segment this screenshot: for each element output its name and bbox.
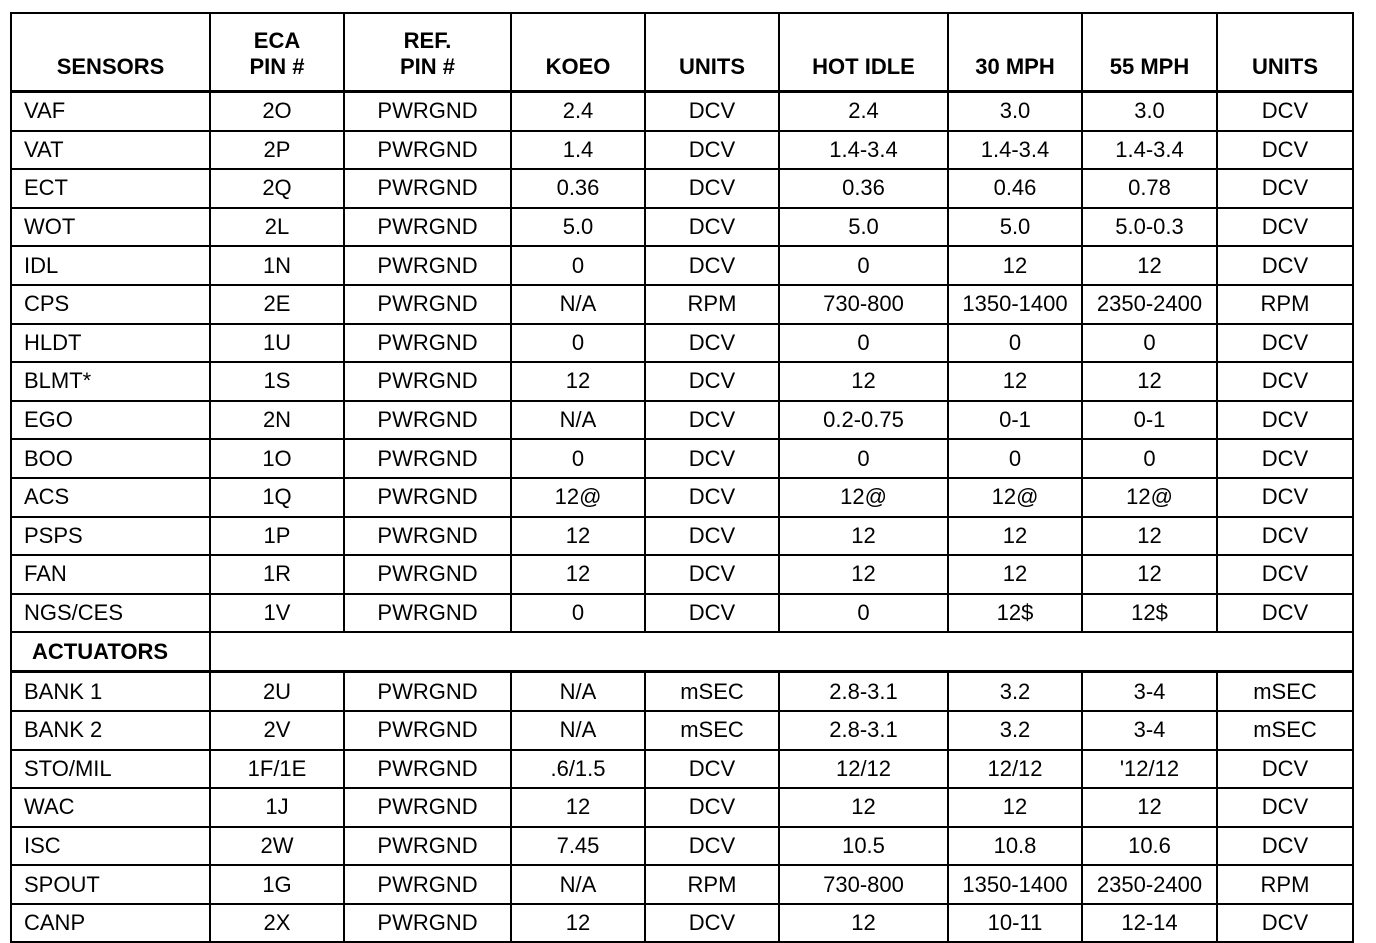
cell-units: DCV <box>645 827 779 866</box>
cell-mph55: 12$ <box>1082 594 1217 633</box>
cell-mph30: 12@ <box>948 478 1082 517</box>
cell-mph30: 12 <box>948 246 1082 285</box>
cell-ref-pin: PWRGND <box>344 92 511 131</box>
cell-hot-idle: 10.5 <box>779 827 948 866</box>
cell-eca-pin: 2P <box>210 131 344 170</box>
cell-mph30: 10-11 <box>948 904 1082 943</box>
cell-mph30: 12 <box>948 517 1082 556</box>
table-row <box>11 517 1353 556</box>
table-row <box>11 827 1353 866</box>
cell-eca-pin: 1V <box>210 594 344 633</box>
ref-line1: REF. <box>403 28 452 53</box>
cell-koeo: 5.0 <box>511 208 645 247</box>
cell-mph55: 12 <box>1082 555 1217 594</box>
cell-hot-idle: 12 <box>779 555 948 594</box>
cell-units: DCV <box>645 362 779 401</box>
cell-koeo: 12 <box>511 555 645 594</box>
actuators-label: ACTUATORS <box>11 632 210 672</box>
cell-hot-idle: 0.36 <box>779 169 948 208</box>
cell-ref-pin: PWRGND <box>344 208 511 247</box>
cell-units-2: RPM <box>1217 285 1353 324</box>
cell-mph55: 5.0-0.3 <box>1082 208 1217 247</box>
cell-name: EGO <box>11 401 210 440</box>
cell-name: VAT <box>11 131 210 170</box>
cell-ref-pin: PWRGND <box>344 131 511 170</box>
cell-units: DCV <box>645 324 779 363</box>
table-row <box>11 594 1353 633</box>
cell-eca-pin: 2X <box>210 904 344 943</box>
cell-eca-pin: 1R <box>210 555 344 594</box>
cell-koeo: 12 <box>511 788 645 827</box>
cell-ref-pin: PWRGND <box>344 362 511 401</box>
cell-units: DCV <box>645 517 779 556</box>
cell-ref-pin: PWRGND <box>344 865 511 904</box>
cell-units: DCV <box>645 478 779 517</box>
cell-ref-pin: PWRGND <box>344 285 511 324</box>
cell-hot-idle: 12 <box>779 904 948 943</box>
table-row <box>11 246 1353 285</box>
cell-mph55: '12/12 <box>1082 750 1217 789</box>
cell-mph30: 12 <box>948 555 1082 594</box>
cell-units-2: DCV <box>1217 362 1353 401</box>
cell-ref-pin: PWRGND <box>344 788 511 827</box>
cell-mph55: 2350-2400 <box>1082 865 1217 904</box>
section-blank <box>210 632 1353 672</box>
cell-eca-pin: 2E <box>210 285 344 324</box>
table-row <box>11 439 1353 478</box>
cell-units: DCV <box>645 169 779 208</box>
cell-mph30: 1.4-3.4 <box>948 131 1082 170</box>
cell-ref-pin: PWRGND <box>344 169 511 208</box>
col-header-55mph: 55 MPH <box>1082 13 1217 92</box>
cell-koeo: .6/1.5 <box>511 750 645 789</box>
cell-name: HLDT <box>11 324 210 363</box>
cell-eca-pin: 1P <box>210 517 344 556</box>
cell-name: WAC <box>11 788 210 827</box>
cell-units-2: DCV <box>1217 555 1353 594</box>
cell-hot-idle: 5.0 <box>779 208 948 247</box>
cell-mph55: 3-4 <box>1082 711 1217 750</box>
cell-units-2: DCV <box>1217 324 1353 363</box>
cell-ref-pin: PWRGND <box>344 750 511 789</box>
cell-eca-pin: 2W <box>210 827 344 866</box>
cell-hot-idle: 2.4 <box>779 92 948 131</box>
cell-eca-pin: 1G <box>210 865 344 904</box>
cell-koeo: N/A <box>511 865 645 904</box>
cell-hot-idle: 2.8-3.1 <box>779 711 948 750</box>
table-row <box>11 92 1353 131</box>
cell-ref-pin: PWRGND <box>344 711 511 750</box>
cell-hot-idle: 0 <box>779 594 948 633</box>
cell-mph30: 3.2 <box>948 711 1082 750</box>
cell-koeo: 2.4 <box>511 92 645 131</box>
actuators-section <box>11 632 1353 672</box>
cell-units-2: DCV <box>1217 750 1353 789</box>
cell-eca-pin: 2Q <box>210 169 344 208</box>
cell-units: DCV <box>645 401 779 440</box>
table-row <box>11 904 1353 943</box>
cell-mph55: 12-14 <box>1082 904 1217 943</box>
cell-hot-idle: 12/12 <box>779 750 948 789</box>
cell-mph30: 12/12 <box>948 750 1082 789</box>
cell-eca-pin: 2U <box>210 672 344 711</box>
col-header-ref-pin <box>344 13 511 92</box>
cell-units-2: mSEC <box>1217 672 1353 711</box>
cell-mph55: 12 <box>1082 788 1217 827</box>
actuators-section-row <box>11 632 1353 672</box>
cell-koeo: N/A <box>511 711 645 750</box>
cell-mph30: 1350-1400 <box>948 285 1082 324</box>
table-row <box>11 131 1353 170</box>
cell-mph30: 10.8 <box>948 827 1082 866</box>
cell-ref-pin: PWRGND <box>344 324 511 363</box>
cell-mph30: 12 <box>948 788 1082 827</box>
cell-mph55: 3.0 <box>1082 92 1217 131</box>
cell-hot-idle: 12 <box>779 788 948 827</box>
cell-koeo: 0.36 <box>511 169 645 208</box>
cell-name: ISC <box>11 827 210 866</box>
cell-mph55: 1.4-3.4 <box>1082 131 1217 170</box>
cell-hot-idle: 730-800 <box>779 285 948 324</box>
cell-name: IDL <box>11 246 210 285</box>
cell-units-2: DCV <box>1217 208 1353 247</box>
cell-name: ECT <box>11 169 210 208</box>
cell-units: mSEC <box>645 672 779 711</box>
cell-ref-pin: PWRGND <box>344 555 511 594</box>
cell-mph30: 1350-1400 <box>948 865 1082 904</box>
cell-units-2: DCV <box>1217 517 1353 556</box>
cell-koeo: 12 <box>511 904 645 943</box>
cell-units-2: DCV <box>1217 92 1353 131</box>
cell-eca-pin: 1O <box>210 439 344 478</box>
cell-units-2: DCV <box>1217 478 1353 517</box>
cell-eca-pin: 1N <box>210 246 344 285</box>
table-row <box>11 865 1353 904</box>
cell-units: DCV <box>645 594 779 633</box>
cell-units-2: DCV <box>1217 594 1353 633</box>
cell-mph30: 3.2 <box>948 672 1082 711</box>
table-row <box>11 285 1353 324</box>
cell-mph30: 0 <box>948 324 1082 363</box>
cell-ref-pin: PWRGND <box>344 246 511 285</box>
cell-koeo: 0 <box>511 439 645 478</box>
table-row <box>11 672 1353 711</box>
table-row <box>11 208 1353 247</box>
cell-eca-pin: 1F/1E <box>210 750 344 789</box>
cell-units: DCV <box>645 131 779 170</box>
cell-mph55: 0-1 <box>1082 401 1217 440</box>
cell-units-2: mSEC <box>1217 711 1353 750</box>
cell-hot-idle: 730-800 <box>779 865 948 904</box>
ref-line2: PIN # <box>399 54 456 79</box>
cell-units: DCV <box>645 788 779 827</box>
cell-ref-pin: PWRGND <box>344 827 511 866</box>
cell-mph55: 2350-2400 <box>1082 285 1217 324</box>
col-header-30mph: 30 MPH <box>948 13 1082 92</box>
cell-hot-idle: 0.2-0.75 <box>779 401 948 440</box>
cell-mph30: 12$ <box>948 594 1082 633</box>
sensor-spec-table <box>10 12 1354 943</box>
cell-hot-idle: 12 <box>779 517 948 556</box>
table-row <box>11 324 1353 363</box>
cell-mph30: 12 <box>948 362 1082 401</box>
col-header-koeo: KOEO <box>511 13 645 92</box>
col-header-sensors: SENSORS <box>11 13 210 92</box>
cell-units-2: DCV <box>1217 246 1353 285</box>
cell-hot-idle: 2.8-3.1 <box>779 672 948 711</box>
cell-hot-idle: 12@ <box>779 478 948 517</box>
cell-koeo: 0 <box>511 324 645 363</box>
table-row <box>11 401 1353 440</box>
table-row <box>11 711 1353 750</box>
cell-ref-pin: PWRGND <box>344 904 511 943</box>
cell-eca-pin: 1S <box>210 362 344 401</box>
cell-koeo: 7.45 <box>511 827 645 866</box>
cell-units: DCV <box>645 246 779 285</box>
cell-name: ACS <box>11 478 210 517</box>
cell-ref-pin: PWRGND <box>344 401 511 440</box>
cell-name: VAF <box>11 92 210 131</box>
cell-units: DCV <box>645 904 779 943</box>
cell-koeo: 0 <box>511 246 645 285</box>
cell-koeo: 12@ <box>511 478 645 517</box>
cell-mph55: 0 <box>1082 439 1217 478</box>
cell-units: DCV <box>645 555 779 594</box>
cell-units-2: DCV <box>1217 169 1353 208</box>
cell-koeo: 12 <box>511 362 645 401</box>
cell-koeo: N/A <box>511 285 645 324</box>
cell-name: WOT <box>11 208 210 247</box>
col-header-units-2: UNITS <box>1217 13 1353 92</box>
cell-units-2: DCV <box>1217 131 1353 170</box>
cell-mph55: 12@ <box>1082 478 1217 517</box>
cell-hot-idle: 0 <box>779 324 948 363</box>
cell-name: BANK 2 <box>11 711 210 750</box>
cell-mph30: 0-1 <box>948 401 1082 440</box>
cell-mph55: 12 <box>1082 246 1217 285</box>
cell-units: mSEC <box>645 711 779 750</box>
table-row <box>11 750 1353 789</box>
cell-units: RPM <box>645 285 779 324</box>
cell-name: CANP <box>11 904 210 943</box>
cell-units: DCV <box>645 750 779 789</box>
table-row <box>11 788 1353 827</box>
col-header-units: UNITS <box>645 13 779 92</box>
cell-ref-pin: PWRGND <box>344 672 511 711</box>
col-header-hot-idle: HOT IDLE <box>779 13 948 92</box>
cell-koeo: N/A <box>511 672 645 711</box>
cell-hot-idle: 1.4-3.4 <box>779 131 948 170</box>
eca-line1: ECA <box>253 28 301 53</box>
cell-koeo: 1.4 <box>511 131 645 170</box>
cell-name: FAN <box>11 555 210 594</box>
cell-eca-pin: 2L <box>210 208 344 247</box>
cell-name: BANK 1 <box>11 672 210 711</box>
cell-ref-pin: PWRGND <box>344 478 511 517</box>
cell-name: NGS/CES <box>11 594 210 633</box>
cell-koeo: 0 <box>511 594 645 633</box>
actuators-body <box>11 672 1353 943</box>
eca-line2: PIN # <box>249 54 305 79</box>
cell-hot-idle: 12 <box>779 362 948 401</box>
table-row <box>11 169 1353 208</box>
cell-units-2: RPM <box>1217 865 1353 904</box>
cell-units-2: DCV <box>1217 788 1353 827</box>
cell-name: BLMT* <box>11 362 210 401</box>
cell-koeo: 12 <box>511 517 645 556</box>
cell-mph30: 5.0 <box>948 208 1082 247</box>
cell-units: DCV <box>645 92 779 131</box>
cell-name: CPS <box>11 285 210 324</box>
sensors-body <box>11 92 1353 633</box>
table-row <box>11 362 1353 401</box>
header-row <box>11 13 1353 92</box>
cell-name: STO/MIL <box>11 750 210 789</box>
cell-eca-pin: 1Q <box>210 478 344 517</box>
cell-mph55: 12 <box>1082 362 1217 401</box>
cell-koeo: N/A <box>511 401 645 440</box>
cell-mph55: 0.78 <box>1082 169 1217 208</box>
col-header-eca-pin <box>210 13 344 92</box>
cell-ref-pin: PWRGND <box>344 439 511 478</box>
cell-eca-pin: 2O <box>210 92 344 131</box>
cell-ref-pin: PWRGND <box>344 594 511 633</box>
cell-eca-pin: 2N <box>210 401 344 440</box>
cell-units: DCV <box>645 208 779 247</box>
cell-units-2: DCV <box>1217 401 1353 440</box>
cell-ref-pin: PWRGND <box>344 517 511 556</box>
table-row <box>11 555 1353 594</box>
cell-mph30: 3.0 <box>948 92 1082 131</box>
cell-eca-pin: 1J <box>210 788 344 827</box>
cell-mph55: 3-4 <box>1082 672 1217 711</box>
cell-hot-idle: 0 <box>779 246 948 285</box>
cell-units-2: DCV <box>1217 827 1353 866</box>
cell-name: BOO <box>11 439 210 478</box>
cell-hot-idle: 0 <box>779 439 948 478</box>
cell-mph55: 0 <box>1082 324 1217 363</box>
cell-name: PSPS <box>11 517 210 556</box>
cell-eca-pin: 2V <box>210 711 344 750</box>
cell-mph30: 0 <box>948 439 1082 478</box>
table-row <box>11 478 1353 517</box>
cell-mph30: 0.46 <box>948 169 1082 208</box>
cell-mph55: 12 <box>1082 517 1217 556</box>
cell-units-2: DCV <box>1217 439 1353 478</box>
cell-name: SPOUT <box>11 865 210 904</box>
cell-units-2: DCV <box>1217 904 1353 943</box>
cell-mph55: 10.6 <box>1082 827 1217 866</box>
cell-units: DCV <box>645 439 779 478</box>
cell-units: RPM <box>645 865 779 904</box>
cell-eca-pin: 1U <box>210 324 344 363</box>
